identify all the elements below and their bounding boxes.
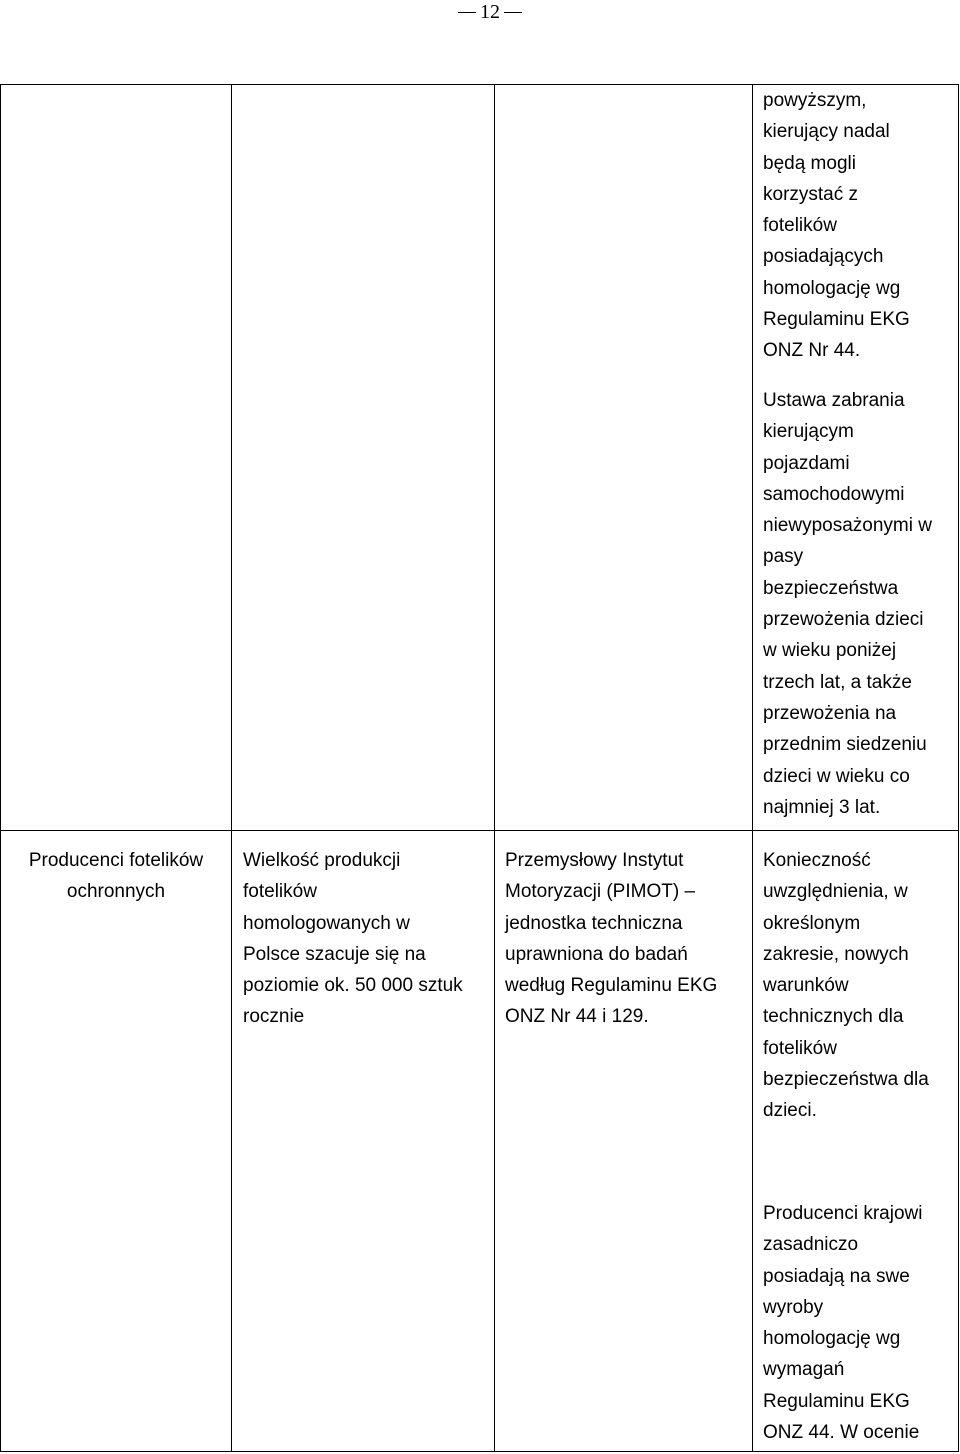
row2-col1-stakeholder: Producenci fotelików ochronnych bbox=[28, 850, 204, 903]
stakeholder-table bbox=[0, 84, 959, 1452]
column-divider-3 bbox=[752, 85, 753, 1451]
row-divider bbox=[1, 830, 958, 831]
row2-col4-paragraph1: Konieczność uwzględnienia, w określonym zakresie, nowych warunków technicznych dla fotelików bezpieczeństwa dla dzieci. bbox=[763, 850, 929, 1122]
row2-col4-paragraph2: Producenci krajowi zasadniczo posiadają na swe wyroby homologację wg wymagań Regulaminu EKG ONZ 44. W ocenie bbox=[763, 1203, 923, 1444]
page-number-text: 12 bbox=[480, 1, 500, 23]
row1-col4-paragraph1: powyższym, kierujący nadal będą mogli korzystać z fotelików posiadających homologację wg Regulaminu EKG ONZ Nr 44. bbox=[763, 90, 910, 362]
row2-col2-description: Wielkość produkcji fotelików homologowanych w Polsce szacuje się na poziomie ok. 50 000 sztuk rocznie bbox=[243, 850, 463, 1028]
page-number bbox=[462, 0, 518, 24]
row2-col3-institution: Przemysłowy Instytut Motoryzacji (PIMOT) – jednostka techniczna uprawniona do badań według Regulaminu EKG ONZ Nr 44 i 129. bbox=[505, 850, 718, 1028]
page-number-dash-right bbox=[504, 12, 522, 13]
column-divider-2 bbox=[494, 85, 495, 1451]
column-divider-1 bbox=[231, 85, 232, 1451]
row1-col4-paragraph2: Ustawa zabrania kierującym pojazdami samochodowymi niewyposażonymi w pasy bezpieczeństwa przewożenia dzieci w wieku poniżej trzech lat, a także przewożenia na przednim siedzeniu dzieci w wieku co najmniej 3 lat. bbox=[763, 390, 932, 818]
page-number-dash-left bbox=[458, 12, 476, 13]
